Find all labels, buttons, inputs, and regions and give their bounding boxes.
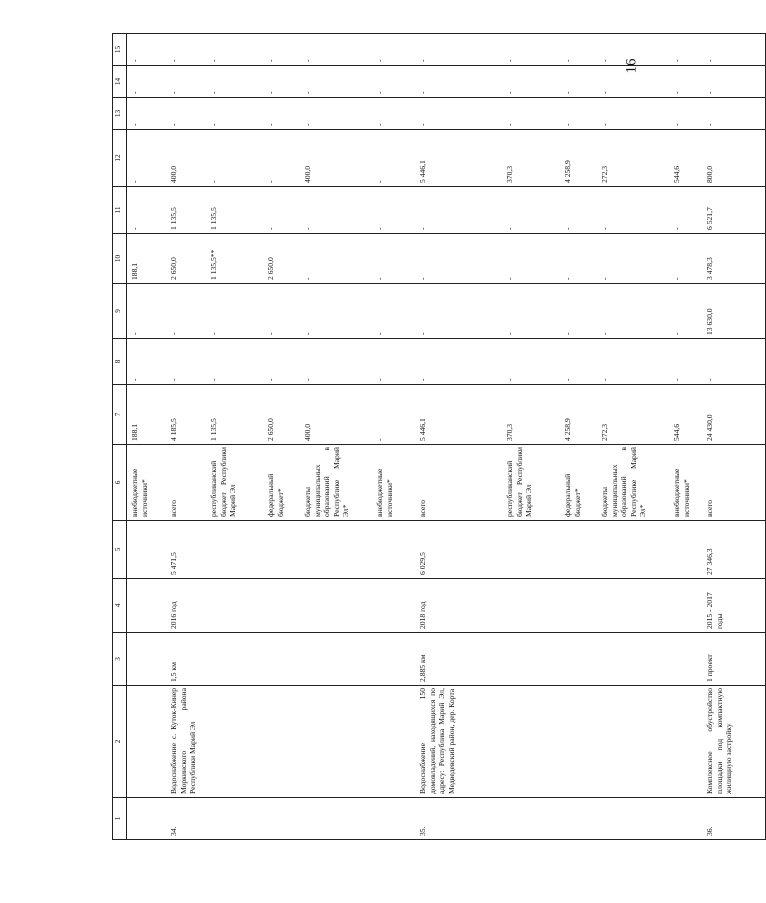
table-cell-col-14: -: [415, 66, 502, 98]
table-cell-col-8: -: [263, 339, 300, 385]
table-cell-col-10: -: [415, 234, 502, 284]
table-cell-col-4: [127, 579, 167, 633]
table-cell-col-2: [300, 686, 372, 798]
table-cell-col-2: Водоснабжение 150 домовладений, находящихся по адресу: Республика Марий Эл, Медведевский район, дер. Корта: [415, 686, 502, 798]
table-cell-col-6: бюджеты муниципальных образований в Республике Марий Эл*: [597, 445, 669, 521]
table-cell-col-3: [669, 633, 702, 686]
table-cell-col-14: -: [597, 66, 669, 98]
table-row: [597, 34, 669, 840]
table-cell-col-15: -: [597, 34, 669, 66]
table-row: [166, 34, 206, 840]
table-cell-col-1: [560, 798, 597, 840]
table-cell-col-10: -: [597, 234, 669, 284]
table-cell-col-14: -: [702, 66, 766, 98]
table-row: [560, 34, 597, 840]
table-row: [702, 34, 766, 840]
table-cell-col-15: -: [300, 34, 372, 66]
table-cell-col-3: [597, 633, 669, 686]
table-cell-col-9: -: [206, 284, 263, 339]
table-cell-col-13: -: [702, 98, 766, 130]
table-cell-col-2: [669, 686, 702, 798]
table-cell-col-1: 34.: [166, 798, 206, 840]
table-cell-col-5: [300, 521, 372, 579]
table-row: [300, 34, 372, 840]
table-cell-col-1: [300, 798, 372, 840]
table-cell-col-11: -: [669, 187, 702, 234]
table-cell-col-8: -: [127, 339, 167, 385]
table-cell-col-1: [669, 798, 702, 840]
table-cell-col-9: 13 630,0: [702, 284, 766, 339]
table-cell-col-10: -: [300, 234, 372, 284]
table-cell-col-12: 4 258,9: [560, 130, 597, 187]
table-cell-col-13: -: [206, 98, 263, 130]
table-cell-col-2: Комплексное обустройство площадки под компактную жилищную застройку: [702, 686, 766, 798]
table-cell-col-10: 3 478,3: [702, 234, 766, 284]
table-cell-col-8: -: [560, 339, 597, 385]
table-cell-col-11: 1 135,5: [206, 187, 263, 234]
column-number: 7: [113, 385, 127, 445]
table-cell-col-15: -: [669, 34, 702, 66]
table-row: [206, 34, 263, 840]
table-cell-col-10: 2 650,0: [166, 234, 206, 284]
column-number: 9: [113, 284, 127, 339]
table-cell-col-13: -: [597, 98, 669, 130]
table-cell-col-2: [560, 686, 597, 798]
table-cell-col-12: 400,0: [300, 130, 372, 187]
table-cell-col-13: -: [166, 98, 206, 130]
table-cell-col-9: -: [263, 284, 300, 339]
table-cell-col-8: -: [166, 339, 206, 385]
column-number: 5: [113, 521, 127, 579]
table-cell-col-1: 36.: [702, 798, 766, 840]
table-cell-col-10: 188,1: [127, 234, 167, 284]
table-cell-col-9: -: [166, 284, 206, 339]
table-cell-col-11: -: [127, 187, 167, 234]
table-cell-col-13: -: [415, 98, 502, 130]
table-cell-col-4: [206, 579, 263, 633]
table-cell-col-7: 544,6: [669, 385, 702, 445]
table-cell-col-12: 370,3: [502, 130, 560, 187]
table-cell-col-1: [127, 798, 167, 840]
table-cell-col-14: -: [669, 66, 702, 98]
table-cell-col-10: -: [372, 234, 415, 284]
table-cell-col-15: -: [702, 34, 766, 66]
table-cell-col-15: -: [127, 34, 167, 66]
table-cell-col-7: 400,0: [300, 385, 372, 445]
table-cell-col-6: республиканский бюджет Республики Марий Эл: [502, 445, 560, 521]
table-cell-col-9: -: [669, 284, 702, 339]
column-number: 1: [113, 798, 127, 840]
table-cell-col-11: -: [372, 187, 415, 234]
table-cell-col-6: внебюджетные источники*: [669, 445, 702, 521]
table-cell-col-6: всего: [702, 445, 766, 521]
program-financing-table: [112, 33, 766, 840]
table-cell-col-2: [372, 686, 415, 798]
table-cell-col-14: -: [166, 66, 206, 98]
table-cell-col-11: -: [597, 187, 669, 234]
table-cell-col-3: 2,885 км: [415, 633, 502, 686]
table-cell-col-12: -: [127, 130, 167, 187]
table-cell-col-10: -: [669, 234, 702, 284]
table-cell-col-6: всего: [166, 445, 206, 521]
table-cell-col-7: 2 650,0: [263, 385, 300, 445]
table-cell-col-7: 272,3: [597, 385, 669, 445]
table-cell-col-12: 400,0: [166, 130, 206, 187]
table-cell-col-3: [560, 633, 597, 686]
table-cell-col-7: 24 430,0: [702, 385, 766, 445]
table-cell-col-8: -: [372, 339, 415, 385]
table-cell-col-12: -: [263, 130, 300, 187]
table-cell-col-13: -: [372, 98, 415, 130]
table-cell-col-1: 35.: [415, 798, 502, 840]
table-cell-col-4: [597, 579, 669, 633]
table-cell-col-7: 5 446,1: [415, 385, 502, 445]
table-cell-col-14: -: [263, 66, 300, 98]
table-cell-col-10: 2 650,0: [263, 234, 300, 284]
column-number: 12: [113, 130, 127, 187]
table-cell-col-12: 5 446,1: [415, 130, 502, 187]
table-cell-col-10: 1 135,5**: [206, 234, 263, 284]
table-cell-col-9: -: [597, 284, 669, 339]
document-table-rotated: [112, 34, 734, 840]
table-cell-col-8: -: [206, 339, 263, 385]
table-cell-col-14: -: [372, 66, 415, 98]
table-cell-col-2: [502, 686, 560, 798]
table-row: [415, 34, 502, 840]
table-cell-col-11: -: [502, 187, 560, 234]
table-cell-col-13: -: [300, 98, 372, 130]
table-cell-col-2: [127, 686, 167, 798]
table-cell-col-7: 4 185,5: [166, 385, 206, 445]
table-cell-col-14: -: [127, 66, 167, 98]
column-number: 3: [113, 633, 127, 686]
table-cell-col-3: [263, 633, 300, 686]
table-cell-col-4: 2016 год: [166, 579, 206, 633]
column-number: 15: [113, 34, 127, 66]
table-cell-col-6: всего: [415, 445, 502, 521]
page-number: 16: [623, 58, 640, 74]
table-row: [127, 34, 167, 840]
table-cell-col-2: Водоснабжение с. Куток-Кинер Моркинского района Республики Марий Эл: [166, 686, 206, 798]
table-cell-col-3: 1 проект: [702, 633, 766, 686]
table-cell-col-11: -: [300, 187, 372, 234]
table-cell-col-14: -: [300, 66, 372, 98]
table-cell-col-7: 4 258,9: [560, 385, 597, 445]
table-cell-col-13: -: [669, 98, 702, 130]
table-cell-col-9: -: [300, 284, 372, 339]
table-cell-col-8: -: [669, 339, 702, 385]
column-number: 4: [113, 579, 127, 633]
table-cell-col-9: -: [372, 284, 415, 339]
table-cell-col-6: федеральный бюджет*: [263, 445, 300, 521]
table-cell-col-15: -: [415, 34, 502, 66]
table-cell-col-9: -: [127, 284, 167, 339]
table-cell-col-11: 1 135,5: [166, 187, 206, 234]
table-cell-col-5: [263, 521, 300, 579]
table-cell-col-2: [206, 686, 263, 798]
table-cell-col-5: 6 029,5: [415, 521, 502, 579]
table-cell-col-12: 800,0: [702, 130, 766, 187]
table-cell-col-5: [502, 521, 560, 579]
table-cell-col-14: -: [502, 66, 560, 98]
table-cell-col-3: [127, 633, 167, 686]
table-cell-col-5: [372, 521, 415, 579]
table-cell-col-3: [300, 633, 372, 686]
column-number-row: [113, 34, 127, 840]
table-cell-col-5: [669, 521, 702, 579]
table-cell-col-4: [372, 579, 415, 633]
table-cell-col-5: [597, 521, 669, 579]
table-cell-col-12: -: [372, 130, 415, 187]
column-number: 11: [113, 187, 127, 234]
table-row: [372, 34, 415, 840]
table-cell-col-1: [502, 798, 560, 840]
table-cell-col-5: 5 471,5: [166, 521, 206, 579]
table-cell-col-6: федеральный бюджет*: [560, 445, 597, 521]
table-cell-col-4: [263, 579, 300, 633]
table-cell-col-13: -: [127, 98, 167, 130]
table-cell-col-7: 188,1: [127, 385, 167, 445]
table-cell-col-1: [597, 798, 669, 840]
table-cell-col-1: [372, 798, 415, 840]
table-row: [263, 34, 300, 840]
table-cell-col-4: [300, 579, 372, 633]
table-cell-col-9: -: [502, 284, 560, 339]
table-cell-col-4: [502, 579, 560, 633]
table-cell-col-15: -: [263, 34, 300, 66]
table-cell-col-4: [560, 579, 597, 633]
table-cell-col-4: [669, 579, 702, 633]
table-cell-col-1: [263, 798, 300, 840]
table-cell-col-8: -: [300, 339, 372, 385]
table-cell-col-13: -: [502, 98, 560, 130]
table-cell-col-8: -: [502, 339, 560, 385]
table-cell-col-8: -: [702, 339, 766, 385]
table-cell-col-6: внебюджетные источники*: [372, 445, 415, 521]
table-row: [669, 34, 702, 840]
column-number: 2: [113, 686, 127, 798]
table-cell-col-15: -: [166, 34, 206, 66]
table-cell-col-2: [263, 686, 300, 798]
table-cell-col-3: [206, 633, 263, 686]
table-cell-col-5: [127, 521, 167, 579]
table-cell-col-5: [560, 521, 597, 579]
column-number: 10: [113, 234, 127, 284]
table-cell-col-11: -: [415, 187, 502, 234]
table-cell-col-1: [206, 798, 263, 840]
table-row: [502, 34, 560, 840]
table-cell-col-3: [502, 633, 560, 686]
table-cell-col-5: 27 346,3: [702, 521, 766, 579]
table-cell-col-10: -: [502, 234, 560, 284]
column-number: 14: [113, 66, 127, 98]
table-cell-col-10: -: [560, 234, 597, 284]
table-cell-col-3: 1,5 км: [166, 633, 206, 686]
table-cell-col-11: 6 521,7: [702, 187, 766, 234]
table-cell-col-9: -: [415, 284, 502, 339]
column-number: 8: [113, 339, 127, 385]
table-cell-col-9: -: [560, 284, 597, 339]
table-cell-col-12: -: [206, 130, 263, 187]
table-cell-col-4: 2015 - 2017 годы: [702, 579, 766, 633]
table-cell-col-6: бюджеты муниципальных образований в Республике Марий Эл*: [300, 445, 372, 521]
table-cell-col-2: [597, 686, 669, 798]
table-cell-col-14: -: [560, 66, 597, 98]
table-cell-col-8: -: [597, 339, 669, 385]
table-cell-col-11: -: [560, 187, 597, 234]
table-cell-col-11: -: [263, 187, 300, 234]
column-number: 6: [113, 445, 127, 521]
table-cell-col-3: [372, 633, 415, 686]
table-cell-col-12: 272,3: [597, 130, 669, 187]
table-cell-col-8: -: [415, 339, 502, 385]
table-cell-col-7: -: [372, 385, 415, 445]
table-cell-col-6: внебюджетные источники*: [127, 445, 167, 521]
table-cell-col-7: 1 135,5: [206, 385, 263, 445]
table-cell-col-15: -: [206, 34, 263, 66]
column-number: 13: [113, 98, 127, 130]
table-cell-col-14: -: [206, 66, 263, 98]
table-cell-col-7: 370,3: [502, 385, 560, 445]
table-cell-col-13: -: [560, 98, 597, 130]
table-cell-col-15: -: [560, 34, 597, 66]
table-cell-col-5: [206, 521, 263, 579]
table-cell-col-6: республиканский бюджет Республики Марий Эл: [206, 445, 263, 521]
table-cell-col-13: -: [263, 98, 300, 130]
table-cell-col-12: 544,6: [669, 130, 702, 187]
table-cell-col-4: 2018 год: [415, 579, 502, 633]
table-cell-col-15: -: [372, 34, 415, 66]
table-cell-col-15: -: [502, 34, 560, 66]
